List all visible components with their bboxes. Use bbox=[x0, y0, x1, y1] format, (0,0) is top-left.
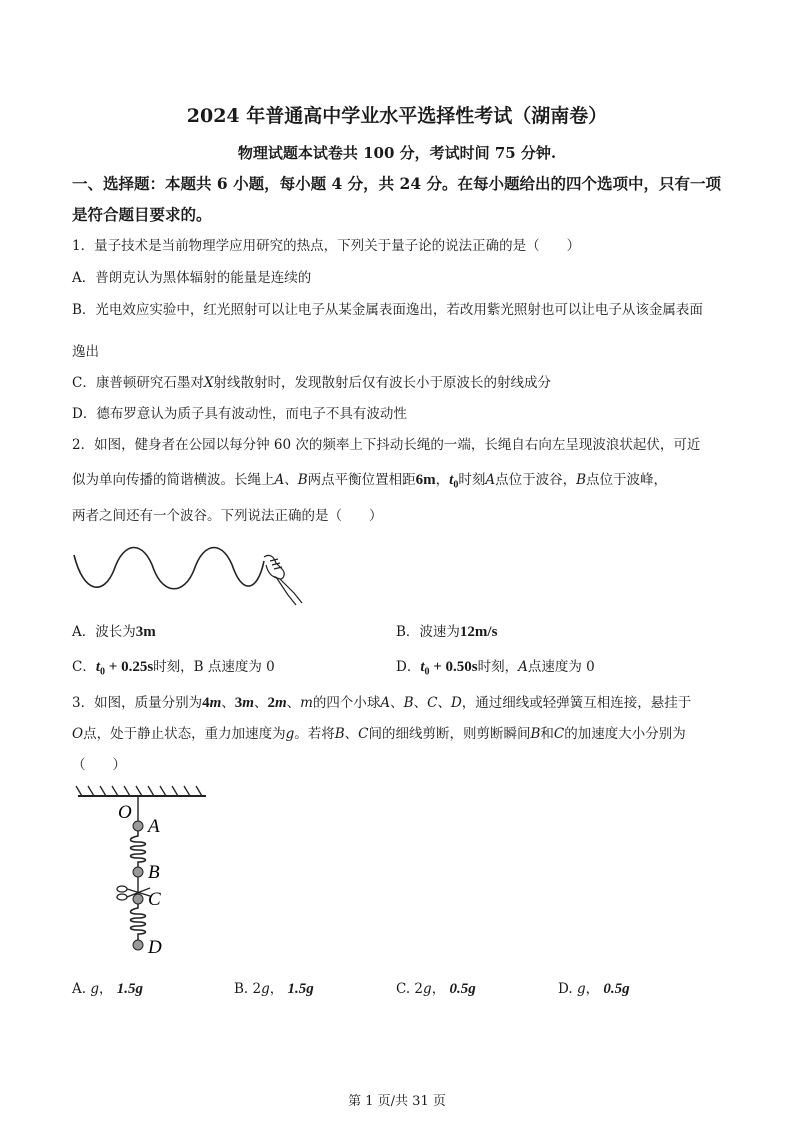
q1-option-b-line1: B．光电效应实验中，红光照射可以让电子从某金属表面逸出，若改用紫光照射也可以让电子从该金属表面 bbox=[72, 302, 703, 318]
q2-stem-line2: 似为单向传播的简谐横波。长绳上A、B两点平衡位置相距6m，$t_0$时刻A点位于波谷，B点位于波峰， bbox=[72, 472, 668, 491]
q3-option-c: C. 2g， 0.5g bbox=[396, 981, 476, 997]
q1-option-b-line2: 逸出 bbox=[72, 344, 99, 360]
hand-icon bbox=[264, 555, 302, 605]
q2-option-b: B．波速为12m/s bbox=[396, 624, 498, 640]
q2-stem-line1: 2．如图，健身者在公园以每分钟 60 次的频率上下抖动长绳的一端，长绳自右向左呈现波浪状起伏，可近 bbox=[72, 437, 701, 453]
section-heading-line1: 一、选择题：本题共 6 小题，每小题 4 分，共 24 分。在每小题给出的四个选项中，只有一项 bbox=[72, 174, 722, 193]
q3-option-d: D. g， 0.5g bbox=[558, 981, 630, 997]
q2-stem-line3: 两者之间还有一个波谷。下列说法正确的是（ ） bbox=[72, 508, 383, 524]
label-B: B bbox=[148, 862, 160, 883]
q3-stem-line3: （ ） bbox=[72, 757, 126, 773]
wave-figure bbox=[70, 535, 310, 605]
q1-option-c: C．康普顿研究石墨对X射线散射时，发现散射后仅有波长小于原波长的射线成分 bbox=[72, 375, 551, 391]
label-D: D bbox=[148, 937, 162, 958]
section-heading-line2: 是符合题目要求的。 bbox=[72, 205, 212, 224]
q3-option-a: A. g， 1.5g bbox=[72, 981, 144, 997]
page-title: 2024 年普通高中学业水平选择性考试（湖南卷） bbox=[186, 105, 608, 127]
q1-option-a: A．普朗克认为黑体辐射的能量是连续的 bbox=[72, 270, 312, 286]
label-O: O bbox=[118, 802, 132, 823]
q3-stem-line1: 3．如图，质量分别为4m、3m、2m、m的四个小球A、B、C、D，通过细线或轻弹簧互相连接，悬挂于 bbox=[72, 695, 692, 711]
label-A: A bbox=[148, 816, 160, 837]
q1-stem: 1．量子技术是当前物理学应用研究的热点，下列关于量子论的说法正确的是（ ） bbox=[72, 238, 581, 254]
q3-stem-line2: O点，处于静止状态，重力加速度为g。若将B、C间的细线剪断，则剪断瞬间B和C的加速度大小分别为 bbox=[72, 726, 686, 742]
page-subtitle: 物理试题本试卷共 100 分，考试时间 75 分钟. bbox=[237, 144, 557, 162]
spring-figure bbox=[72, 782, 212, 962]
q2-option-a: A．波长为3m bbox=[72, 624, 156, 640]
q1-option-d: D．德布罗意认为质子具有波动性，而电子不具有波动性 bbox=[72, 406, 407, 422]
q3-option-b: B. 2g， 1.5g bbox=[234, 981, 314, 997]
q2-option-c: C．$t_0 + 0.25s$时刻，B 点速度为 0 bbox=[72, 659, 275, 678]
label-C: C bbox=[148, 889, 161, 910]
q2-option-d: D．$t_0 + 0.50s$时刻，A点速度为 0 bbox=[396, 659, 595, 678]
page-footer: 第 1 页/共 31 页 bbox=[348, 1094, 446, 1109]
